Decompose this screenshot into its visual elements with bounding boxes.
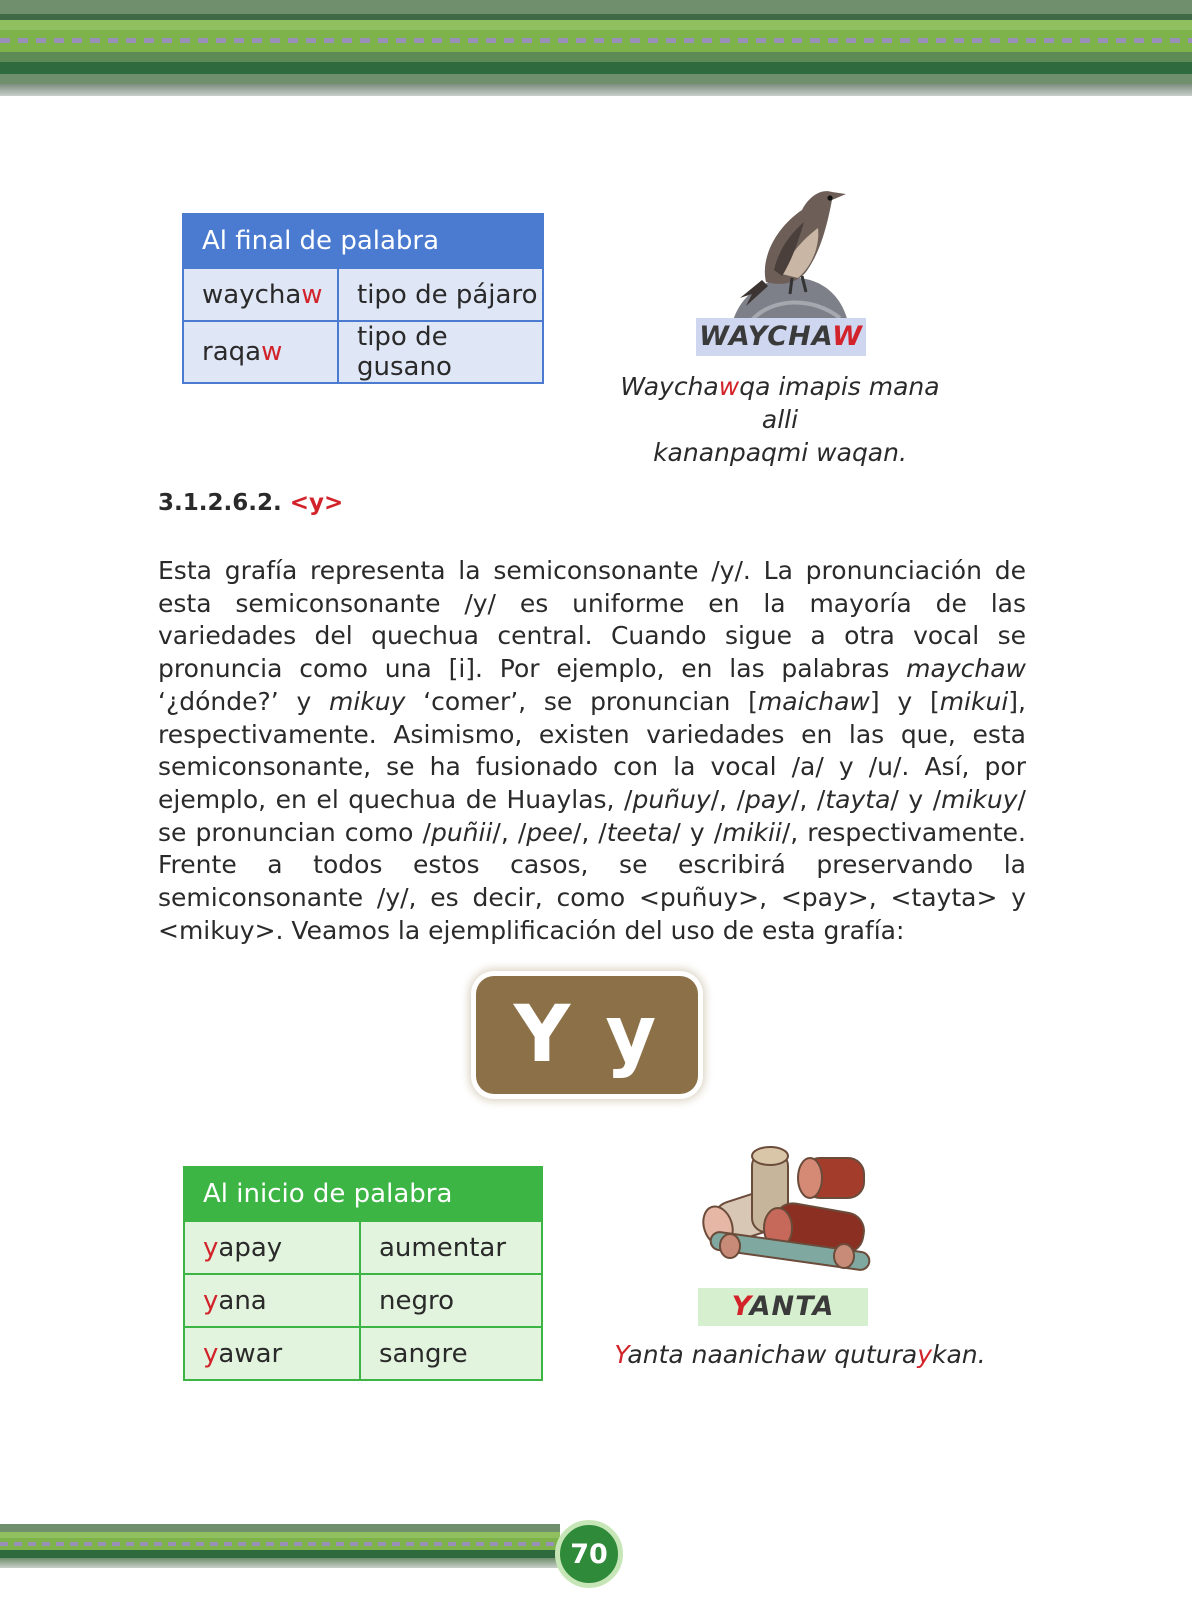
table-row xyxy=(183,321,543,383)
table-row xyxy=(184,1221,542,1274)
word-cell: waychaw xyxy=(183,268,338,321)
bird-icon xyxy=(722,170,854,336)
firewood-illustration xyxy=(694,1138,890,1278)
table-row xyxy=(183,268,543,321)
meaning-cell: negro xyxy=(360,1274,542,1327)
bird-photo xyxy=(722,170,854,336)
table-row xyxy=(184,1274,542,1327)
figure-caption-yanta: Yanta naanichaw quturaykan. xyxy=(614,1340,986,1369)
figure-label-yanta: YANTA xyxy=(698,1288,868,1326)
firewood-icon xyxy=(694,1138,890,1278)
word-cell: raqaw xyxy=(183,321,338,383)
meaning-cell: tipo de pájaro xyxy=(338,268,543,321)
footer-stripe-band xyxy=(0,1524,560,1568)
word-table-final-position xyxy=(182,213,544,384)
meaning-cell: aumentar xyxy=(360,1221,542,1274)
table-header: Al inicio de palabra xyxy=(184,1167,542,1221)
figure-caption-waychaw: Waychawqa imapis mana alli kananpaqmi waqan. xyxy=(620,372,940,467)
table-row xyxy=(184,1327,542,1380)
body-paragraph: Esta grafía representa la semiconsonante /y/. La pronunciación de esta semiconsonante /y/ es uniforme en la mayoría de las variedades del quechua central. Cuando sigue a otra vocal se pronuncia como una [i]. Por ejemplo, en las palabras maychaw ‘¿dónde?’ y mikuy ‘comer’, se pronuncian [maichaw] y [mikui], respectivamente. Asimismo, existen variedades en las que, esta semiconsonante, se ha fusionado con la vocal /a/ y /u/. Así, por ejemplo, en el quechua de Huaylas, /puñuy/, /pay/, /tayta/ y /mikuy/ se pronuncian como /puñii/, /pee/, /teeta/ y /mikii/, respectivamente. Frente a todos estos casos, se escribirá preservando la semiconsonante /y/, es decir, como <puñuy>, <pay>, <tayta> y <mikuy>. Veamos la ejemplificación del uso de esta grafía: xyxy=(158,556,1026,945)
header-stripe-band xyxy=(0,0,1192,96)
letter-card: Y y xyxy=(476,976,698,1094)
word-cell: yawar xyxy=(184,1327,360,1380)
meaning-cell: sangre xyxy=(360,1327,542,1380)
word-cell: yapay xyxy=(184,1221,360,1274)
word-cell: yana xyxy=(184,1274,360,1327)
section-heading: 3.1.2.6.2. <y> xyxy=(158,490,344,516)
word-table-initial-position xyxy=(183,1166,543,1381)
figure-label-waychaw: WAYCHAW xyxy=(696,318,866,356)
page-number: 70 xyxy=(555,1520,623,1588)
meaning-cell: tipo de gusano xyxy=(338,321,543,383)
table-header: Al final de palabra xyxy=(183,214,543,268)
